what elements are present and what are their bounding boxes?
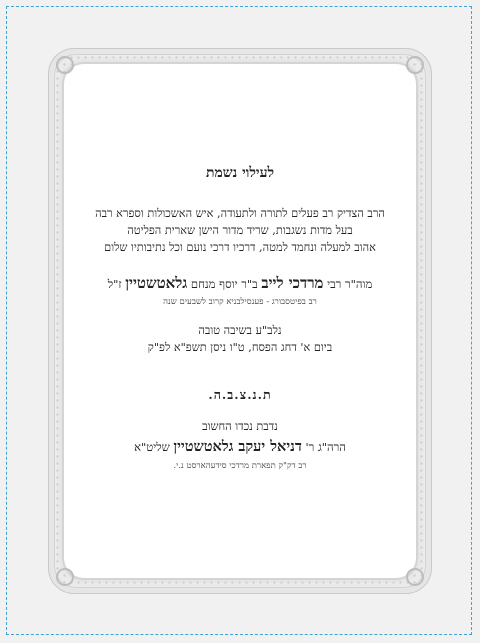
deceased-name-line bbox=[64, 274, 416, 293]
praise-line: בעל מדות נשגבות, שריד מדור הישן שארית הפליטה bbox=[127, 224, 353, 237]
deceased-name: מרדכי לייב bbox=[261, 274, 324, 292]
deceased-honorific: ז"ל bbox=[107, 277, 122, 291]
deceased-surname: גלאטשטיין bbox=[125, 274, 188, 292]
donor-honorific: שליט"א bbox=[134, 440, 170, 454]
donor-prefix: הרה"ג ר' bbox=[305, 440, 346, 454]
memorial-title: לעילוי נשמת bbox=[205, 165, 275, 181]
passing-line: נלב"ע בשיבה טובה bbox=[198, 324, 282, 337]
donor-subtitle: רב דק"ק תפארת מרדכי סידעהארסט נ.י. bbox=[173, 461, 307, 471]
deceased-father: ב"ר יוסף מנחם bbox=[190, 277, 258, 291]
deceased-prefix: מוה"ר רבי bbox=[327, 277, 373, 291]
deceased-subtitle: רב בפיטסבורג - פענסילבניא קרוב לשבעים שנה bbox=[163, 297, 317, 307]
passing-line: ביום א' דחג הפסח, ט"ו ניסן תשפ"א לפ"ק bbox=[147, 341, 333, 354]
praise-line: אהוב למעלה ונחמד למטה, דרכיו דרכי נועם וכל נתיבותיו שלום bbox=[104, 241, 376, 254]
memorial-text bbox=[64, 64, 416, 578]
tnzbh-abbreviation: ת.נ.צ.ב.ה. bbox=[208, 387, 272, 402]
praise-line: הרב הצדיק רב פעלים לתורה ולתעודה, איש האשכולות וספרא רבה bbox=[95, 207, 385, 220]
donor-intro: נדבת נכדו החשוב bbox=[202, 420, 278, 433]
donor-name-line bbox=[64, 438, 416, 456]
donor-name: דניאל יעקב גלאטשטיין bbox=[173, 438, 302, 455]
